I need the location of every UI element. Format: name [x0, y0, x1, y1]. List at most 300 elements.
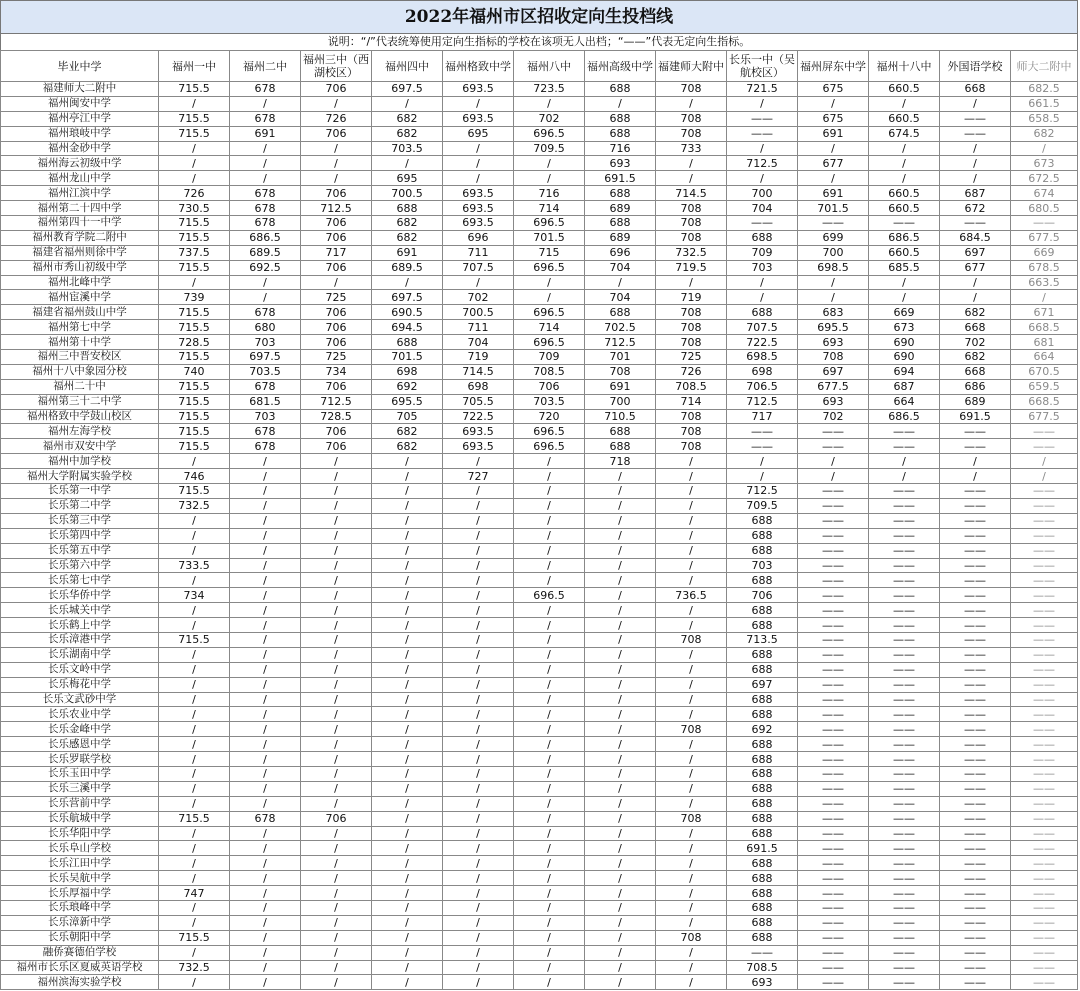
score-cell: /: [230, 945, 301, 960]
table-row: [1, 528, 1078, 543]
score-cell: ——: [869, 216, 940, 231]
score-cell: ——: [1011, 886, 1078, 901]
table-row: [1, 454, 1078, 469]
table-row: [1, 811, 1078, 826]
score-cell: /: [940, 469, 1011, 484]
score-cell: 719.5: [656, 260, 727, 275]
score-cell: /: [372, 722, 443, 737]
score-cell: /: [514, 811, 585, 826]
score-cell: 689.5: [372, 260, 443, 275]
table-row: [1, 588, 1078, 603]
score-cell: 689: [585, 230, 656, 245]
score-cell: 693: [798, 394, 869, 409]
table-row: [1, 930, 1078, 945]
score-cell: 682: [372, 230, 443, 245]
school-name-cell: 长乐玉田中学: [1, 766, 159, 781]
score-cell: /: [159, 856, 230, 871]
score-cell: /: [727, 141, 798, 156]
score-cell: /: [230, 930, 301, 945]
score-cell: 706: [301, 82, 372, 97]
score-cell: 730.5: [159, 201, 230, 216]
score-cell: ——: [1011, 558, 1078, 573]
score-cell: /: [372, 975, 443, 990]
score-cell: /: [869, 290, 940, 305]
score-cell: /: [159, 513, 230, 528]
score-cell: /: [798, 469, 869, 484]
table-row: [1, 886, 1078, 901]
score-cell: /: [443, 647, 514, 662]
score-cell: 660.5: [869, 82, 940, 97]
score-cell: /: [940, 141, 1011, 156]
score-cell: /: [514, 558, 585, 573]
table-row: [1, 290, 1078, 305]
score-cell: 715.5: [159, 379, 230, 394]
score-cell: 696.5: [514, 216, 585, 231]
table-row: [1, 141, 1078, 156]
score-cell: /: [230, 871, 301, 886]
score-cell: 660.5: [869, 201, 940, 216]
score-cell: /: [443, 811, 514, 826]
score-cell: ——: [940, 975, 1011, 990]
score-cell: ——: [798, 498, 869, 513]
table-row: [1, 871, 1078, 886]
score-cell: 706: [301, 260, 372, 275]
score-cell: 708: [656, 409, 727, 424]
score-cell: /: [656, 752, 727, 767]
score-cell: 715.5: [159, 260, 230, 275]
score-cell: 664: [1011, 350, 1078, 365]
score-cell: ——: [940, 707, 1011, 722]
score-cell: ——: [869, 662, 940, 677]
score-cell: 688: [585, 186, 656, 201]
school-name-cell: 融侨赛德伯学校: [1, 945, 159, 960]
score-cell: /: [301, 900, 372, 915]
score-cell: 661.5: [1011, 96, 1078, 111]
score-cell: 682: [940, 350, 1011, 365]
table-row: [1, 409, 1078, 424]
score-cell: ——: [940, 528, 1011, 543]
score-cell: 688: [727, 900, 798, 915]
score-cell: /: [443, 528, 514, 543]
score-cell: 698: [443, 379, 514, 394]
table-row: [1, 558, 1078, 573]
score-cell: ——: [869, 588, 940, 603]
score-cell: 688: [585, 305, 656, 320]
score-cell: /: [727, 171, 798, 186]
score-cell: 696: [443, 230, 514, 245]
school-name-cell: 长乐第二中学: [1, 498, 159, 513]
school-name-cell: 长乐感恩中学: [1, 737, 159, 752]
column-header: 福州八中: [514, 51, 585, 82]
score-cell: 714.5: [656, 186, 727, 201]
score-cell: 668: [940, 82, 1011, 97]
score-cell: 713.5: [727, 632, 798, 647]
score-cell: /: [656, 454, 727, 469]
score-cell: /: [301, 752, 372, 767]
score-cell: /: [443, 930, 514, 945]
score-cell: 736.5: [656, 588, 727, 603]
score-cell: 696.5: [514, 260, 585, 275]
school-name-cell: 长乐航城中学: [1, 811, 159, 826]
score-cell: /: [514, 454, 585, 469]
score-cell: ——: [869, 737, 940, 752]
score-cell: 709.5: [514, 141, 585, 156]
score-cell: /: [585, 781, 656, 796]
score-cell: 714: [514, 320, 585, 335]
column-header: 福州格致中学: [443, 51, 514, 82]
column-header: 福州屏东中学: [798, 51, 869, 82]
score-cell: ——: [940, 558, 1011, 573]
score-cell: ——: [869, 677, 940, 692]
score-cell: 708: [656, 335, 727, 350]
score-cell: 708: [656, 722, 727, 737]
score-cell: /: [727, 96, 798, 111]
score-cell: 664: [869, 394, 940, 409]
score-cell: /: [585, 573, 656, 588]
school-name-cell: 长乐文岭中学: [1, 662, 159, 677]
score-cell: /: [443, 960, 514, 975]
score-cell: 688: [727, 766, 798, 781]
score-cell: ——: [940, 871, 1011, 886]
school-name-cell: 福州第十中学: [1, 335, 159, 350]
score-cell: /: [869, 454, 940, 469]
score-cell: /: [585, 871, 656, 886]
score-cell: /: [656, 662, 727, 677]
score-cell: 696.5: [514, 126, 585, 141]
score-cell: /: [514, 930, 585, 945]
score-cell: /: [443, 171, 514, 186]
score-cell: 706: [301, 379, 372, 394]
score-cell: 704: [585, 290, 656, 305]
score-cell: ——: [940, 513, 1011, 528]
score-cell: /: [798, 141, 869, 156]
score-cell: ——: [1011, 632, 1078, 647]
score-cell: /: [230, 156, 301, 171]
score-cell: 703: [230, 409, 301, 424]
score-cell: /: [656, 796, 727, 811]
score-cell: /: [230, 513, 301, 528]
score-cell: /: [443, 588, 514, 603]
score-cell: 708: [656, 230, 727, 245]
score-cell: 688: [727, 305, 798, 320]
table-row: [1, 469, 1078, 484]
score-cell: /: [443, 915, 514, 930]
score-cell: /: [585, 677, 656, 692]
score-cell: /: [443, 871, 514, 886]
score-cell: 708: [656, 82, 727, 97]
score-cell: /: [585, 796, 656, 811]
score-cell: /: [159, 156, 230, 171]
score-cell: /: [514, 528, 585, 543]
score-cell: /: [372, 573, 443, 588]
score-cell: ——: [1011, 826, 1078, 841]
score-cell: /: [656, 826, 727, 841]
score-cell: /: [372, 796, 443, 811]
score-cell: ——: [727, 439, 798, 454]
score-cell: /: [372, 543, 443, 558]
score-cell: ——: [869, 886, 940, 901]
score-cell: /: [372, 647, 443, 662]
score-cell: /: [656, 156, 727, 171]
score-cell: 737.5: [159, 245, 230, 260]
score-cell: 690: [869, 335, 940, 350]
score-cell: ——: [1011, 707, 1078, 722]
score-cell: /: [372, 781, 443, 796]
score-cell: ——: [798, 216, 869, 231]
score-cell: 739: [159, 290, 230, 305]
score-cell: 675: [798, 111, 869, 126]
score-cell: /: [372, 96, 443, 111]
score-cell: /: [514, 707, 585, 722]
score-cell: ——: [940, 737, 1011, 752]
score-cell: /: [585, 856, 656, 871]
score-cell: ——: [940, 722, 1011, 737]
score-cell: /: [798, 454, 869, 469]
score-cell: /: [656, 498, 727, 513]
score-cell: 678: [230, 82, 301, 97]
school-name-cell: 长乐鹤上中学: [1, 618, 159, 633]
score-cell: /: [869, 141, 940, 156]
score-cell: /: [656, 484, 727, 499]
score-cell: /: [159, 141, 230, 156]
score-cell: /: [159, 96, 230, 111]
score-cell: 693.5: [443, 111, 514, 126]
score-cell: 668.5: [1011, 320, 1078, 335]
score-cell: 715.5: [159, 632, 230, 647]
column-header: 福建师大附中: [656, 51, 727, 82]
score-cell: 668: [940, 364, 1011, 379]
score-cell: 698.5: [727, 350, 798, 365]
score-cell: 700: [727, 186, 798, 201]
score-cell: 697: [798, 364, 869, 379]
score-cell: 695.5: [372, 394, 443, 409]
score-cell: 668: [940, 320, 1011, 335]
table-row: [1, 439, 1078, 454]
score-cell: 728.5: [159, 335, 230, 350]
score-cell: /: [159, 841, 230, 856]
score-cell: /: [1011, 469, 1078, 484]
score-cell: ——: [869, 573, 940, 588]
table-row: [1, 424, 1078, 439]
score-cell: 722.5: [443, 409, 514, 424]
table-row: [1, 647, 1078, 662]
score-cell: 682: [372, 439, 443, 454]
score-cell: ——: [798, 528, 869, 543]
score-cell: ——: [1011, 915, 1078, 930]
score-cell: ——: [869, 498, 940, 513]
score-cell: 682: [372, 126, 443, 141]
school-name-cell: 福建省福州则徐中学: [1, 245, 159, 260]
score-cell: 702: [940, 335, 1011, 350]
table-row: [1, 737, 1078, 752]
score-cell: 688: [727, 513, 798, 528]
score-cell: 706: [301, 126, 372, 141]
score-cell: /: [1011, 454, 1078, 469]
table-row: [1, 394, 1078, 409]
score-cell: 709: [514, 350, 585, 365]
score-cell: 688: [585, 126, 656, 141]
score-cell: 704: [443, 335, 514, 350]
score-cell: 705: [372, 409, 443, 424]
score-cell: 734: [159, 588, 230, 603]
score-cell: ——: [940, 841, 1011, 856]
score-cell: /: [230, 647, 301, 662]
score-cell: ——: [940, 930, 1011, 945]
school-name-cell: 长乐第四中学: [1, 528, 159, 543]
score-cell: 669: [1011, 245, 1078, 260]
table-row: [1, 216, 1078, 231]
score-cell: ——: [1011, 484, 1078, 499]
score-cell: /: [656, 692, 727, 707]
school-name-cell: 长乐厚福中学: [1, 886, 159, 901]
score-cell: 691.5: [940, 409, 1011, 424]
score-cell: /: [230, 856, 301, 871]
school-name-cell: 长乐金峰中学: [1, 722, 159, 737]
score-cell: 708.5: [656, 379, 727, 394]
score-cell: /: [940, 290, 1011, 305]
school-name-cell: 福州二十中: [1, 379, 159, 394]
score-cell: /: [514, 826, 585, 841]
score-cell: /: [372, 677, 443, 692]
score-cell: /: [301, 96, 372, 111]
score-cell: /: [443, 945, 514, 960]
score-cell: /: [940, 171, 1011, 186]
score-cell: /: [585, 766, 656, 781]
score-cell: /: [514, 796, 585, 811]
score-cell: 671: [1011, 305, 1078, 320]
score-cell: 715.5: [159, 216, 230, 231]
score-cell: 693.5: [443, 186, 514, 201]
score-cell: ——: [798, 543, 869, 558]
score-cell: /: [585, 752, 656, 767]
column-header: 福州一中: [159, 51, 230, 82]
score-cell: ——: [1011, 677, 1078, 692]
score-cell: 680: [230, 320, 301, 335]
score-cell: /: [372, 945, 443, 960]
score-cell: ——: [798, 424, 869, 439]
score-cell: /: [159, 737, 230, 752]
score-cell: /: [656, 96, 727, 111]
score-cell: 688: [727, 796, 798, 811]
score-cell: ——: [869, 900, 940, 915]
score-cell: 678: [230, 216, 301, 231]
score-cell: 706: [301, 230, 372, 245]
score-cell: /: [230, 841, 301, 856]
score-cell: 725: [301, 290, 372, 305]
score-cell: ——: [869, 930, 940, 945]
score-cell: /: [230, 826, 301, 841]
score-cell: /: [443, 841, 514, 856]
score-cell: /: [159, 871, 230, 886]
score-cell: ——: [869, 543, 940, 558]
table-row: [1, 260, 1078, 275]
score-cell: /: [301, 513, 372, 528]
score-cell: /: [514, 677, 585, 692]
school-name-cell: 长乐阜山学校: [1, 841, 159, 856]
table-row: [1, 111, 1078, 126]
score-cell: ——: [869, 945, 940, 960]
score-cell: 697: [727, 677, 798, 692]
score-cell: ——: [798, 826, 869, 841]
school-name-cell: 福州滨海实验学校: [1, 975, 159, 990]
score-cell: /: [230, 632, 301, 647]
score-cell: /: [301, 528, 372, 543]
column-header: 福州高级中学: [585, 51, 656, 82]
score-cell: 678: [230, 201, 301, 216]
score-cell: /: [514, 737, 585, 752]
score-cell: 697.5: [230, 350, 301, 365]
score-cell: 688: [727, 737, 798, 752]
score-cell: 690: [869, 350, 940, 365]
score-cell: 682: [1011, 126, 1078, 141]
score-cell: /: [656, 275, 727, 290]
score-cell: 725: [301, 350, 372, 365]
score-cell: /: [869, 96, 940, 111]
score-cell: ——: [1011, 737, 1078, 752]
score-cell: /: [514, 618, 585, 633]
score-cell: 677.5: [798, 379, 869, 394]
score-cell: /: [656, 781, 727, 796]
score-cell: 715.5: [159, 320, 230, 335]
score-cell: 691: [585, 379, 656, 394]
score-cell: /: [585, 886, 656, 901]
score-cell: /: [514, 96, 585, 111]
score-cell: 696.5: [514, 305, 585, 320]
score-cell: 702: [514, 111, 585, 126]
score-cell: /: [940, 275, 1011, 290]
score-cell: 688: [585, 82, 656, 97]
score-cell: 726: [159, 186, 230, 201]
school-name-cell: 长乐吴航中学: [1, 871, 159, 886]
score-cell: 699: [798, 230, 869, 245]
column-header: 福州二中: [230, 51, 301, 82]
score-cell: 714: [656, 394, 727, 409]
score-cell: /: [159, 528, 230, 543]
score-cell: 715.5: [159, 230, 230, 245]
score-cell: /: [443, 766, 514, 781]
school-name-cell: 长乐湖南中学: [1, 647, 159, 662]
score-cell: /: [301, 171, 372, 186]
score-cell: /: [443, 498, 514, 513]
score-cell: 700: [585, 394, 656, 409]
score-cell: /: [159, 900, 230, 915]
table-row: [1, 856, 1078, 871]
table-row: [1, 335, 1078, 350]
table-row: [1, 96, 1078, 111]
score-cell: /: [443, 692, 514, 707]
table-row: [1, 781, 1078, 796]
score-cell: 693.5: [443, 216, 514, 231]
score-cell: 708.5: [727, 960, 798, 975]
score-cell: 689: [585, 201, 656, 216]
score-cell: 708: [656, 632, 727, 647]
score-cell: 703.5: [514, 394, 585, 409]
school-name-cell: 长乐第七中学: [1, 573, 159, 588]
score-cell: /: [585, 543, 656, 558]
table-row: [1, 662, 1078, 677]
score-cell: 697: [940, 245, 1011, 260]
score-cell: ——: [798, 811, 869, 826]
score-cell: /: [443, 513, 514, 528]
school-name-cell: 长乐三溪中学: [1, 781, 159, 796]
score-cell: /: [301, 930, 372, 945]
score-cell: 678: [230, 379, 301, 394]
table-row: [1, 543, 1078, 558]
score-cell: /: [585, 275, 656, 290]
score-cell: /: [301, 454, 372, 469]
score-cell: /: [443, 454, 514, 469]
score-cell: 708: [656, 126, 727, 141]
